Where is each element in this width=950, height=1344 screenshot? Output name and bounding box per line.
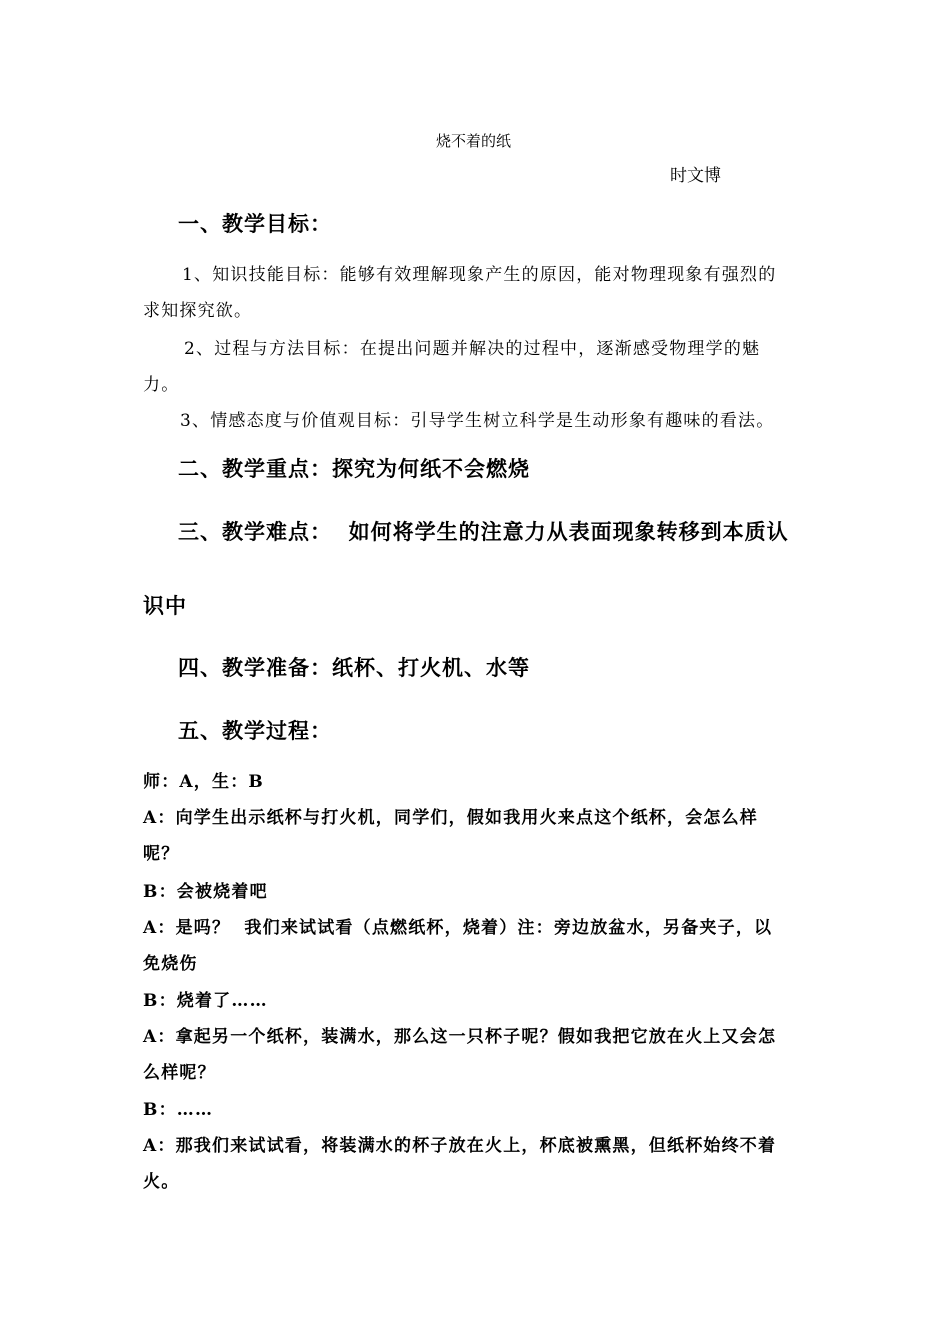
difficulty-line2: 识中 (143, 593, 187, 618)
key-point: 二、教学重点：探究为何纸不会燃烧 (178, 456, 530, 481)
dialogue-line1b: 呢？ (143, 844, 180, 864)
objective-2-line2: 力。 (143, 375, 180, 395)
dialogue-line2: B：会被烧着吧 (143, 882, 268, 902)
dialogue-line6: B：…… (143, 1100, 214, 1120)
preparation: 四、教学准备：纸杯、打火机、水等 (178, 655, 530, 680)
dialogue-line3a: A：是吗？ 我们来试试看（点燃纸杯，烧着）注：旁边放盆水，另备夹子，以 (143, 918, 773, 938)
dialogue-line4: B：烧着了…… (143, 991, 268, 1011)
objective-3: 3、情感态度与价值观目标：引导学生树立科学是生动形象有趣味的看法。 (180, 411, 775, 431)
objective-2-line1: 2、过程与方法目标：在提出问题并解决的过程中，逐渐感受物理学的魅 (184, 339, 761, 359)
process-heading: 五、教学过程： (178, 718, 332, 743)
difficulty-line1: 三、教学难点： 如何将学生的注意力从表面现象转移到本质认 (178, 519, 789, 544)
dialogue-line7a: A：那我们来试试看，将装满水的杯子放在火上，杯底被熏黑，但纸杯始终不着 (143, 1136, 777, 1156)
dialogue-roles: 师：A，生：B (143, 772, 264, 792)
dialogue-line5a: A：拿起另一个纸杯，装满水，那么这一只杯子呢？假如我把它放在火上又会怎 (143, 1027, 777, 1047)
objectives-heading: 一、教学目标： (178, 211, 332, 236)
objective-1-line1: 1、知识技能目标：能够有效理解现象产生的原因，能对物理现象有强烈的 (182, 265, 777, 285)
dialogue-line7b: 火。 (143, 1172, 180, 1192)
author-name: 时文博 (670, 166, 721, 186)
document-title: 烧不着的纸 (436, 132, 512, 150)
dialogue-line1a: A：向学生出示纸杯与打火机，同学们，假如我用火来点这个纸杯，会怎么样 (143, 808, 758, 828)
dialogue-line3b: 免烧伤 (143, 954, 198, 974)
dialogue-line5b: 么样呢？ (143, 1063, 216, 1083)
objective-1-line2: 求知探究欲。 (143, 301, 253, 321)
